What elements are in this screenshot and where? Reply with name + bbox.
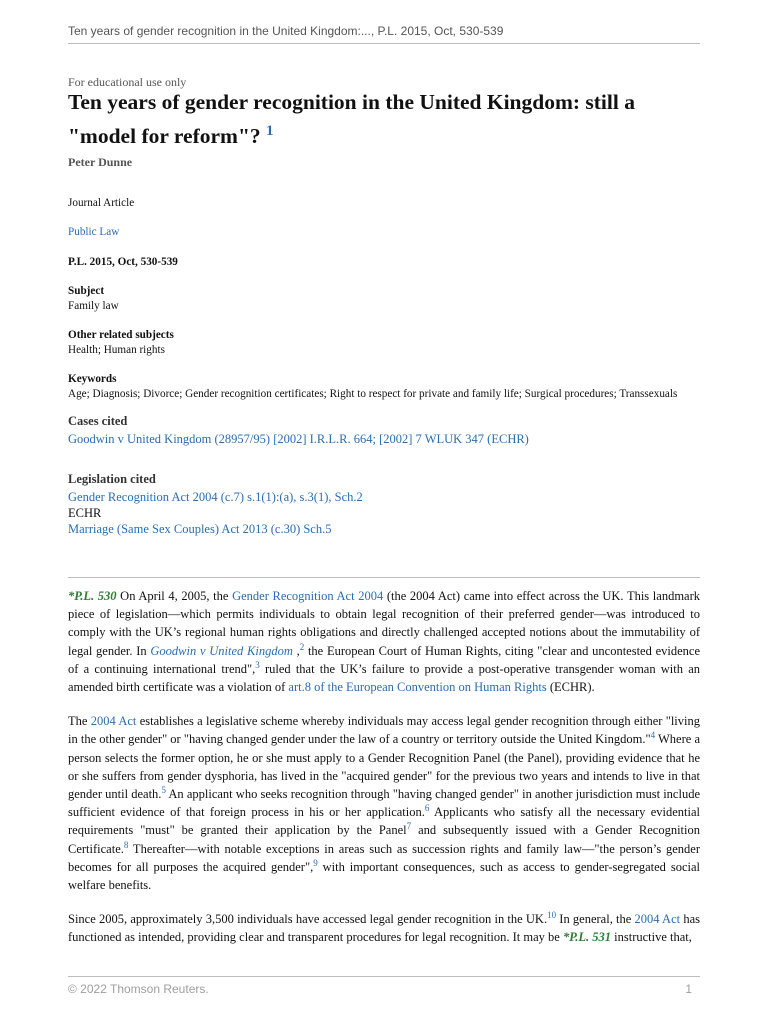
header-divider <box>68 43 700 44</box>
legislation-link-gra-sch2[interactable]: Sch.2 <box>334 490 363 504</box>
citation: P.L. 2015, Oct, 530-539 <box>68 256 178 268</box>
footnote-link-10[interactable]: 10 <box>547 910 557 921</box>
body-text: On April 4, 2005, the <box>116 589 233 603</box>
body-paragraph-1 <box>68 587 700 696</box>
journal-link[interactable]: Public Law <box>68 226 120 238</box>
cases-cited-label: Cases cited <box>68 414 128 428</box>
footnote-link-3[interactable]: 3 <box>255 659 260 670</box>
body-text: Thereafter—with notable exceptions in areas such as succession rights and family law—"the person’s gender becomes for all purposes the acquired gender", <box>68 841 700 874</box>
article-body <box>68 587 700 963</box>
running-header: Ten years of gender recognition in the United Kingdom:..., P.L. 2015, Oct, 530-539 <box>68 24 504 38</box>
body-paragraph-3 <box>68 910 700 946</box>
legislation-link-gra-s3[interactable]: s.3(1), <box>299 490 332 504</box>
subject-label: Subject <box>68 285 105 297</box>
legislation-cited-label: Legislation cited <box>68 472 156 486</box>
footnote-link-8[interactable]: 8 <box>123 839 129 850</box>
legislation-link-marriage-act[interactable]: Marriage (Same Sex Couples) Act 2013 (c.30) Sch.5 <box>68 522 332 536</box>
page-number: 1 <box>685 982 692 996</box>
article-title-text: Ten years of gender recognition in the United Kingdom: still a "model for reform"? <box>68 90 635 148</box>
keywords-value: Age; Diagnosis; Divorce; Gender recognition certificates; Right to respect for private and family life; Surgical procedures; Transsexuals <box>68 388 678 400</box>
body-text: , <box>292 643 300 658</box>
body-text: Applicants who satisfy all the necessary evidential requirements "must" be granted their application by the Panel <box>68 805 701 838</box>
subject-section <box>68 284 119 314</box>
footnote-link-5[interactable]: 5 <box>161 785 166 796</box>
document-type: Journal Article <box>68 197 135 209</box>
body-text: has functioned as intended, providing clear and transparent procedures for legal recognition. It may be <box>68 912 700 945</box>
body-text: The <box>68 714 91 729</box>
other-subjects-value: Health; Human rights <box>68 344 165 356</box>
link-2004-act-2[interactable]: 2004 Act <box>634 912 681 927</box>
body-divider <box>68 577 700 578</box>
copyright: © 2022 Thomson Reuters. <box>68 982 209 996</box>
link-goodwin-case[interactable]: Goodwin v United Kingdom <box>150 643 293 658</box>
body-paragraph-2 <box>68 712 700 894</box>
body-text: (the 2004 Act) came into effect across the UK. This landmark piece of legislation—which permits individuals to obtain legal recognition of their preferred gender—was introduced to comply with the UK’s regional human rights obligations and directly challenged accepted notions about the immutability of legal gender. In <box>68 589 701 658</box>
legislation-row-gra <box>68 489 363 505</box>
body-text: Since 2005, approximately 3,500 individuals have accessed legal gender recognition in the UK. <box>68 912 548 927</box>
body-text: An applicant who seeks recognition through "having changed gender" in another jurisdiction must include sufficient evidence of that foreign process in his or her application. <box>68 787 700 820</box>
author-name: Peter Dunne <box>68 155 133 169</box>
article-title <box>68 88 698 151</box>
body-text: the European Court of Human Rights, citing "clear and uncontested evidence of a continuing international trend", <box>68 643 701 676</box>
link-echr-art8[interactable]: art.8 of the European Convention on Human Rights <box>288 680 547 695</box>
link-2004-act[interactable]: 2004 Act <box>90 714 137 729</box>
keywords-label: Keywords <box>68 373 117 385</box>
keywords-section <box>68 372 700 402</box>
page-marker-530: *P.L. 530 <box>68 589 117 603</box>
body-text: and subsequently issued with a Gender Recognition Certificate. <box>68 823 700 856</box>
body-text: instructive that, <box>611 930 692 945</box>
legislation-cited-section <box>68 471 363 537</box>
cases-cited-section <box>68 413 529 447</box>
page-marker-531: *P.L. 531 <box>562 930 612 945</box>
case-link-goodwin[interactable]: Goodwin v United Kingdom (28957/95) [2002] I.R.L.R. 664; [2002] 7 WLUK 347 (ECHR) <box>68 432 529 446</box>
body-text: (ECHR). <box>546 680 595 695</box>
body-text: In general, the <box>556 912 635 927</box>
footnote-link-7[interactable]: 7 <box>406 821 412 832</box>
footnote-link-6[interactable]: 6 <box>424 803 430 814</box>
body-text: ruled that the UK’s failure to provide a post-operative transgender woman with an amended birth certificate was a violation of <box>68 661 700 695</box>
subject-value: Family law <box>68 300 119 312</box>
title-footnote-link[interactable]: 1 <box>266 123 274 139</box>
body-text: establishes a legislative scheme whereby individuals may access legal gender recognition through either "living in the other gender" or "having changed gender under the law of a country or territory outside the United Kingdom." <box>68 714 700 747</box>
body-text: Where a person selects the former option, he or she must apply to a Gender Recognition Panel (the Panel), providing evidence that he or she suffers from gender dysphoria, has lived in the "acquired gender" for the previous two years and intends to live in that gender until death. <box>68 732 700 802</box>
footnote-link-4[interactable]: 4 <box>650 730 656 741</box>
other-subjects-label: Other related subjects <box>68 329 174 341</box>
footnote-link-9[interactable]: 9 <box>313 857 318 868</box>
footer-divider <box>68 976 700 977</box>
educational-use-note: For educational use only <box>68 75 187 89</box>
other-subjects-section <box>68 328 174 358</box>
footnote-link-2[interactable]: 2 <box>299 641 305 652</box>
link-gender-recognition-act[interactable]: Gender Recognition Act 2004 <box>232 589 384 603</box>
body-text: with important consequences, such as access to gender-segregated social welfare benefits. <box>68 859 700 893</box>
legislation-link-gra-s1[interactable]: s.1(1):(a), <box>247 490 297 504</box>
legislation-echr: ECHR <box>68 506 102 520</box>
legislation-link-gra[interactable]: Gender Recognition Act 2004 (c.7) <box>68 490 244 504</box>
